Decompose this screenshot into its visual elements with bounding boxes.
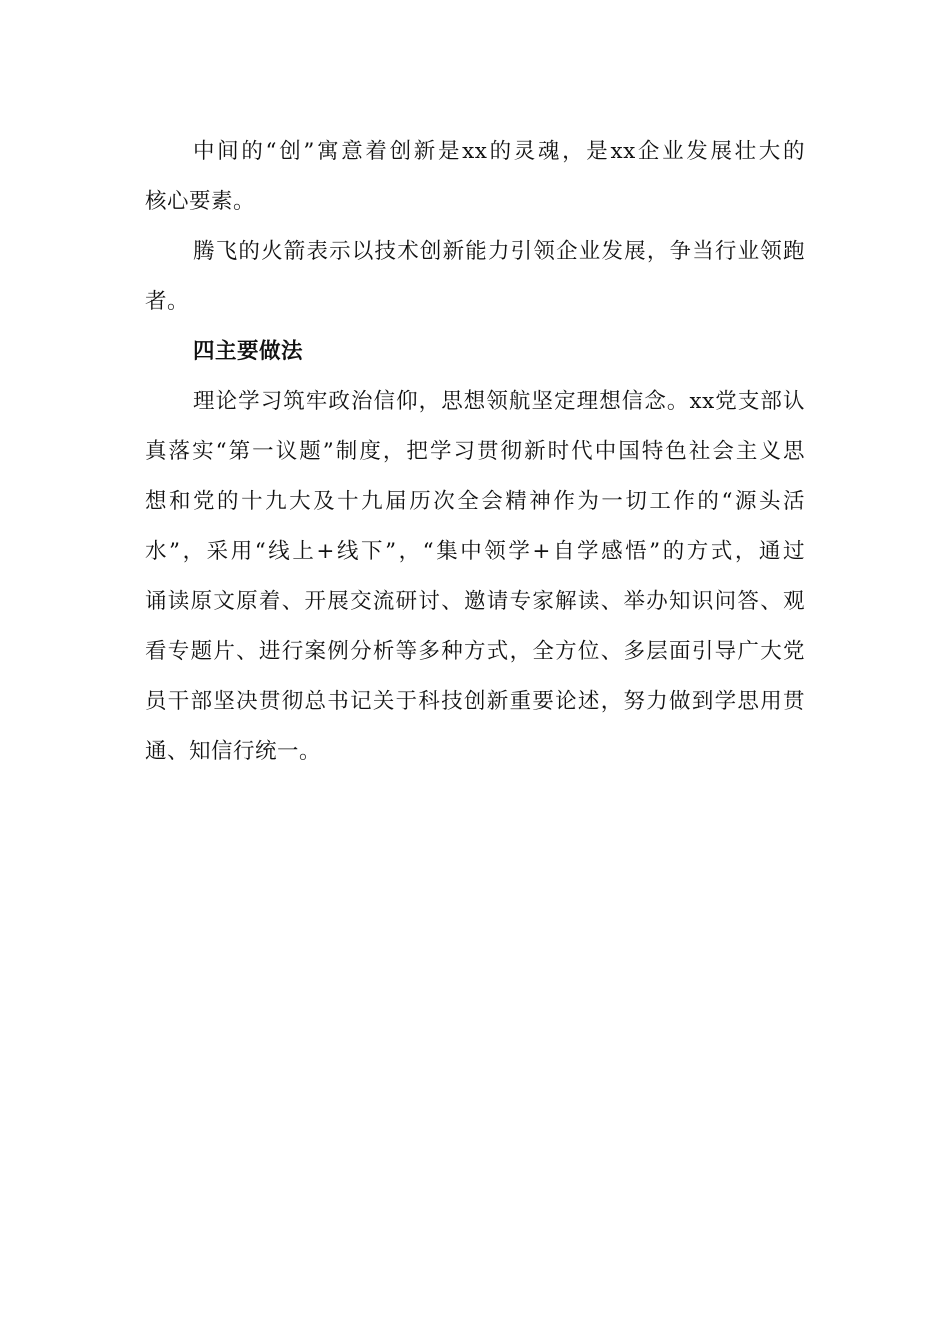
text-line: 真落实“第一议题”制度，把学习贯彻新时代中国特色社会主义思	[145, 439, 805, 464]
text-line: 中间的“创”寓意着创新是xx的灵魂，是xx企业发展壮大的	[193, 139, 805, 164]
text-line: 员干部坚决贯彻总书记关于科技创新重要论述，努力做到学思用贯	[145, 689, 805, 714]
text-line: 想和党的十九大及十九届历次全会精神作为一切工作的“源头活	[145, 489, 805, 514]
text-line: 通、知信行统一。	[145, 739, 322, 764]
text-line: 水”，采用“线上+线下”，“集中领学+自学感悟”的方式，通过	[145, 539, 805, 564]
text-line: 看专题片、进行案例分析等多种方式，全方位、多层面引导广大党	[145, 639, 805, 664]
paragraph-logo-meaning-chuang	[145, 127, 805, 227]
text-line: 诵读原文原着、开展交流研讨、邀请专家解读、举办知识问答、观	[145, 589, 805, 614]
paragraph-main-practices	[145, 377, 805, 777]
text-line: 者。	[145, 289, 190, 314]
section-heading: 四主要做法	[193, 339, 304, 364]
text-line: 腾飞的火箭表示以技术创新能力引领企业发展，争当行业领跑	[193, 239, 805, 264]
text-line: 理论学习筑牢政治信仰，思想领航坚定理想信念。xx党支部认	[193, 389, 805, 414]
paragraph-logo-meaning-rocket	[145, 227, 805, 327]
text-line: 核心要素。	[145, 189, 256, 214]
